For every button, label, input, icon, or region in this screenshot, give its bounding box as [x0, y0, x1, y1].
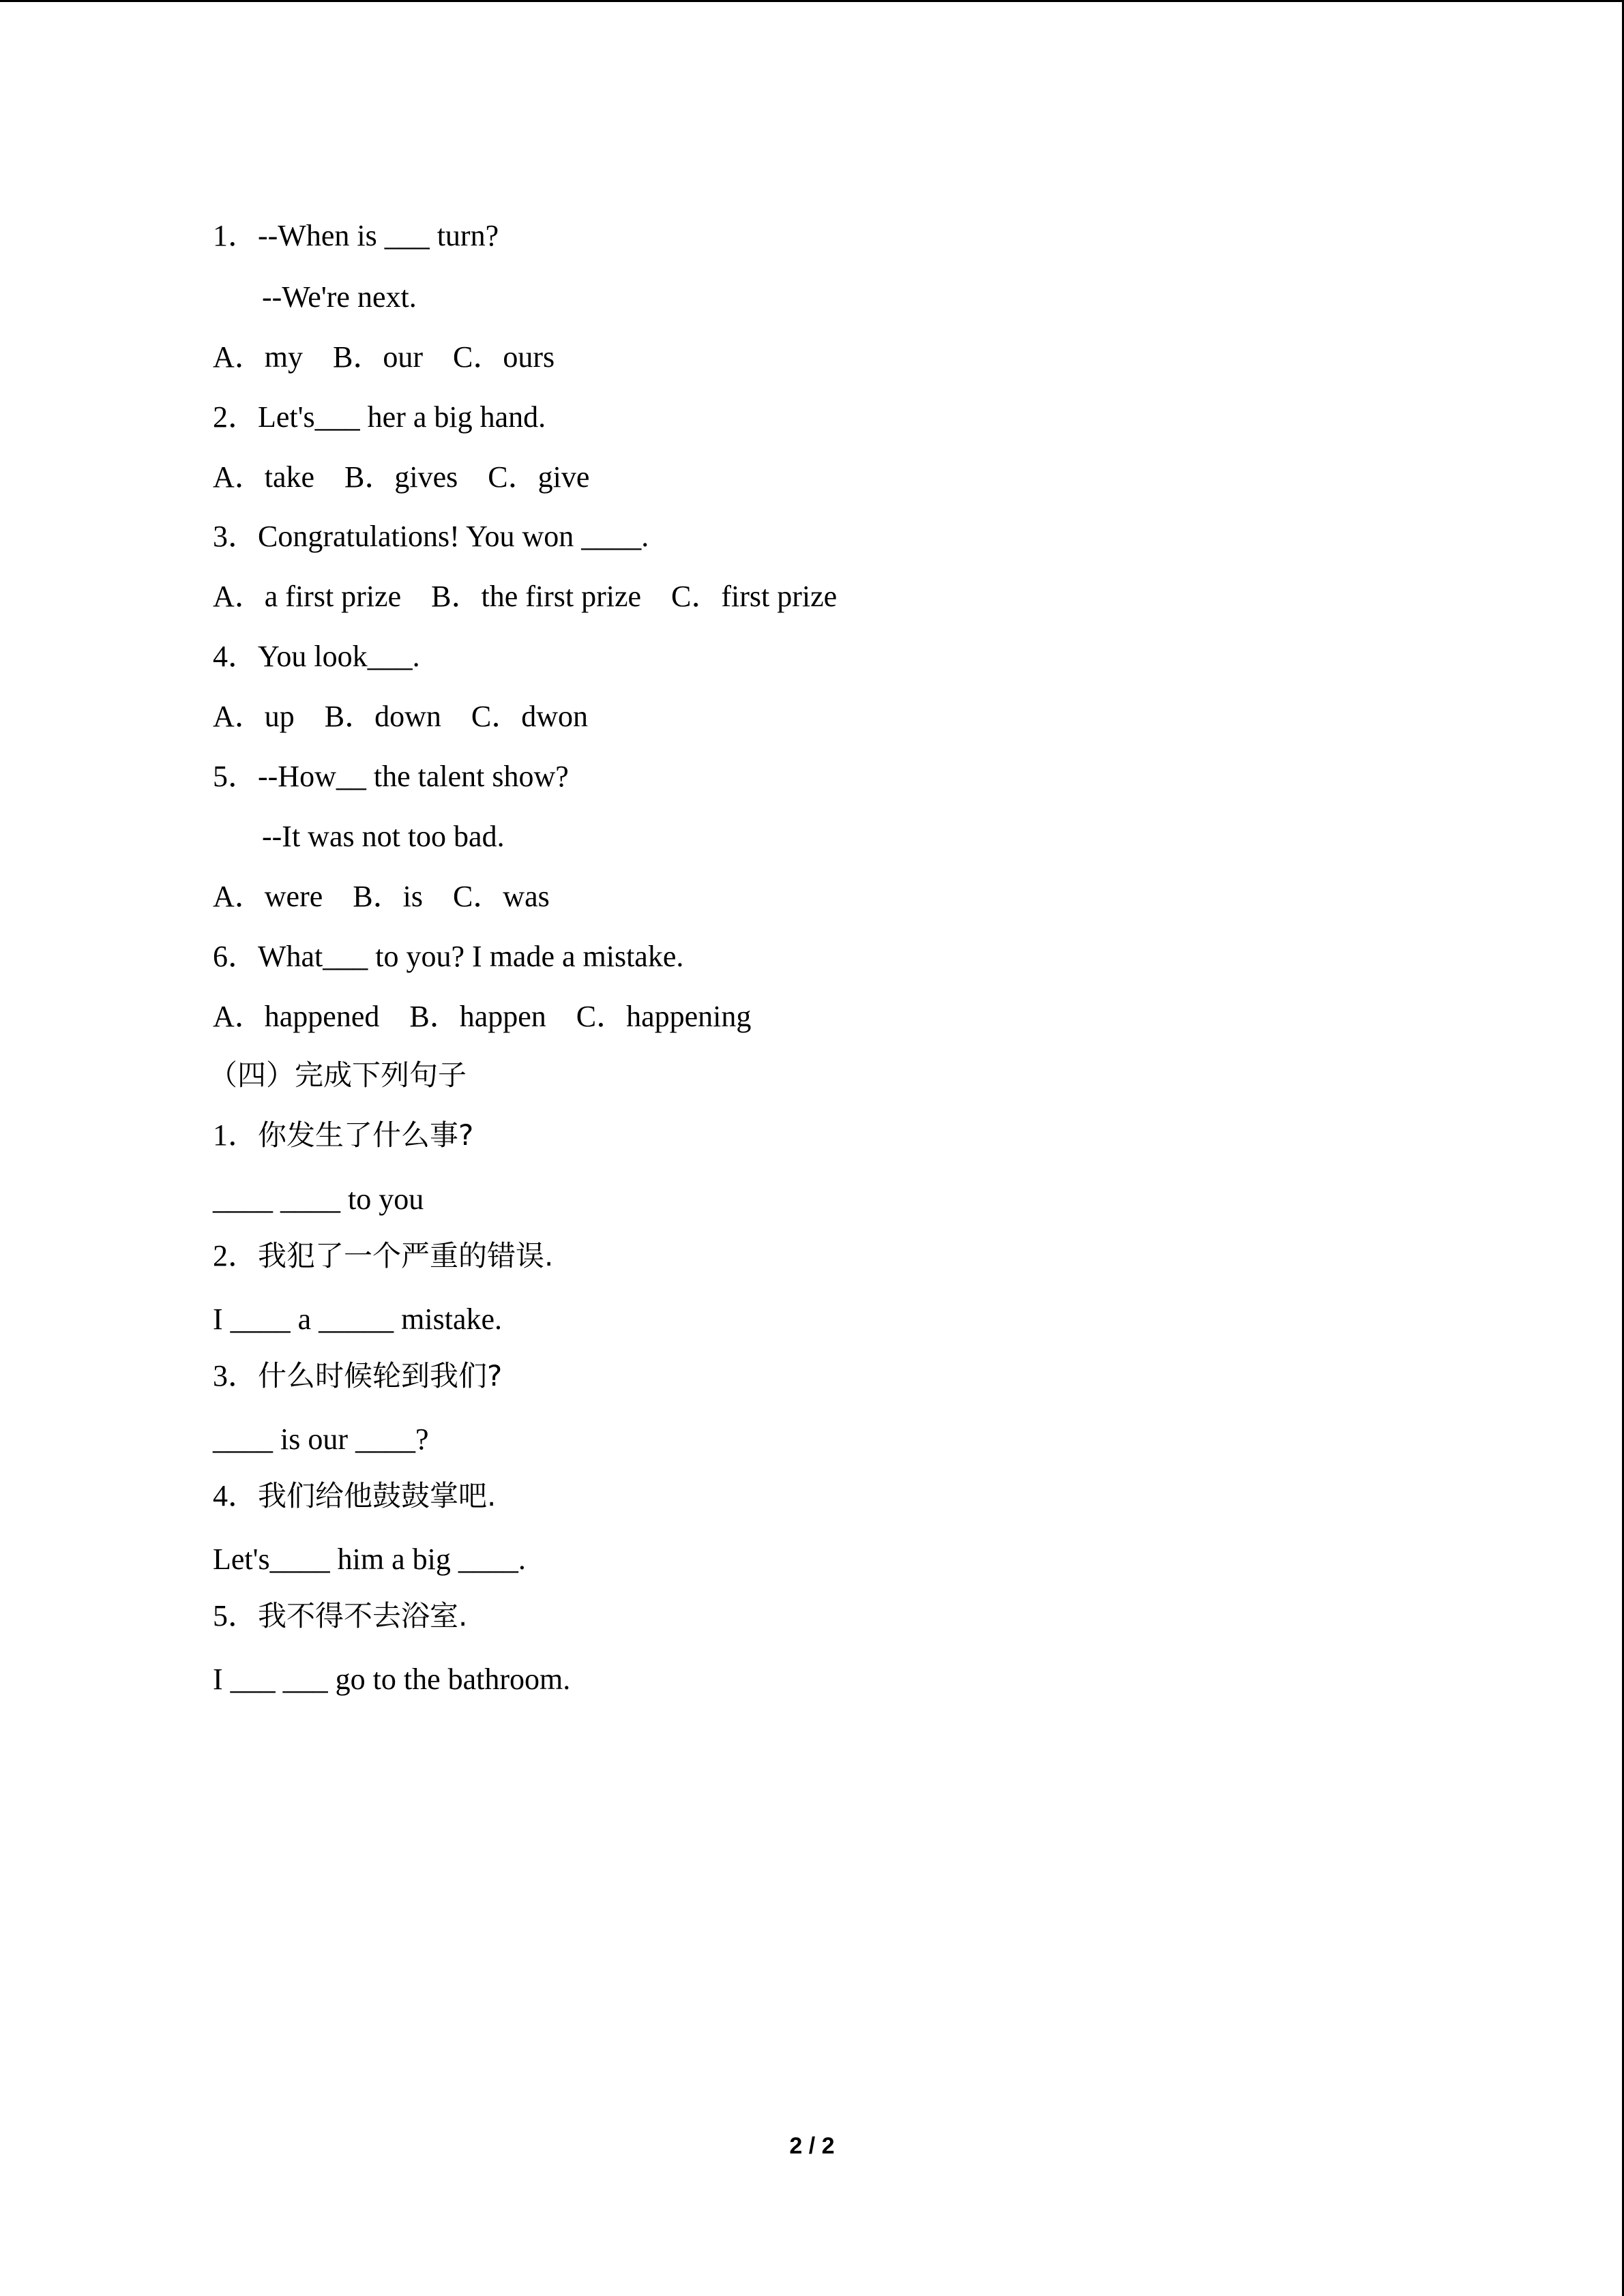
- section-four-title: （四）完成下列句子: [209, 1058, 467, 1092]
- question-5-options: A．were B．is C．was: [213, 880, 550, 913]
- question-4: 4．You look___.: [213, 640, 420, 673]
- sentence-2-english: I ____ a _____ mistake.: [213, 1302, 503, 1336]
- sentence-4-english: Let's____ him a big ____.: [213, 1542, 526, 1576]
- sentence-3-english: ____ is our ____?: [213, 1422, 429, 1456]
- question-5: 5．--How__ the talent show?: [213, 760, 569, 793]
- question-3: 3．Congratulations! You won ____.: [213, 520, 649, 553]
- page-number: 2 / 2: [789, 2133, 835, 2159]
- question-2-options: A．take B．gives C．give: [213, 460, 590, 494]
- sentence-3-chinese: 3．什么时候轮到我们?: [213, 1359, 503, 1392]
- sentence-1-chinese: 1．你发生了什么事?: [213, 1118, 474, 1152]
- question-3-options: A．a first prize B．the first prize C．first prize: [213, 580, 838, 613]
- sentence-1-english: ____ ____ to you: [213, 1182, 424, 1216]
- question-4-options: A．up B．down C．dwon: [213, 700, 589, 733]
- question-1-options: A．my B．our C．ours: [213, 340, 555, 374]
- question-6: 6．What___ to you? I made a mistake.: [213, 940, 684, 973]
- question-1-reply: --We're next.: [262, 280, 417, 314]
- sentence-5-english: I ___ ___ go to the bathroom.: [213, 1663, 571, 1696]
- question-5-reply: --It was not too bad.: [262, 820, 505, 853]
- page-border-top: [0, 0, 1624, 2]
- question-1: 1．--When is ___ turn?: [213, 219, 499, 252]
- sentence-4-chinese: 4．我们给他鼓鼓掌吧.: [213, 1479, 497, 1512]
- sentence-5-chinese: 5．我不得不去浴室.: [213, 1599, 468, 1632]
- sentence-2-chinese: 2．我犯了一个严重的错误.: [213, 1239, 554, 1272]
- question-2: 2．Let's___ her a big hand.: [213, 400, 546, 434]
- question-6-options: A．happened B．happen C．happening: [213, 1000, 752, 1033]
